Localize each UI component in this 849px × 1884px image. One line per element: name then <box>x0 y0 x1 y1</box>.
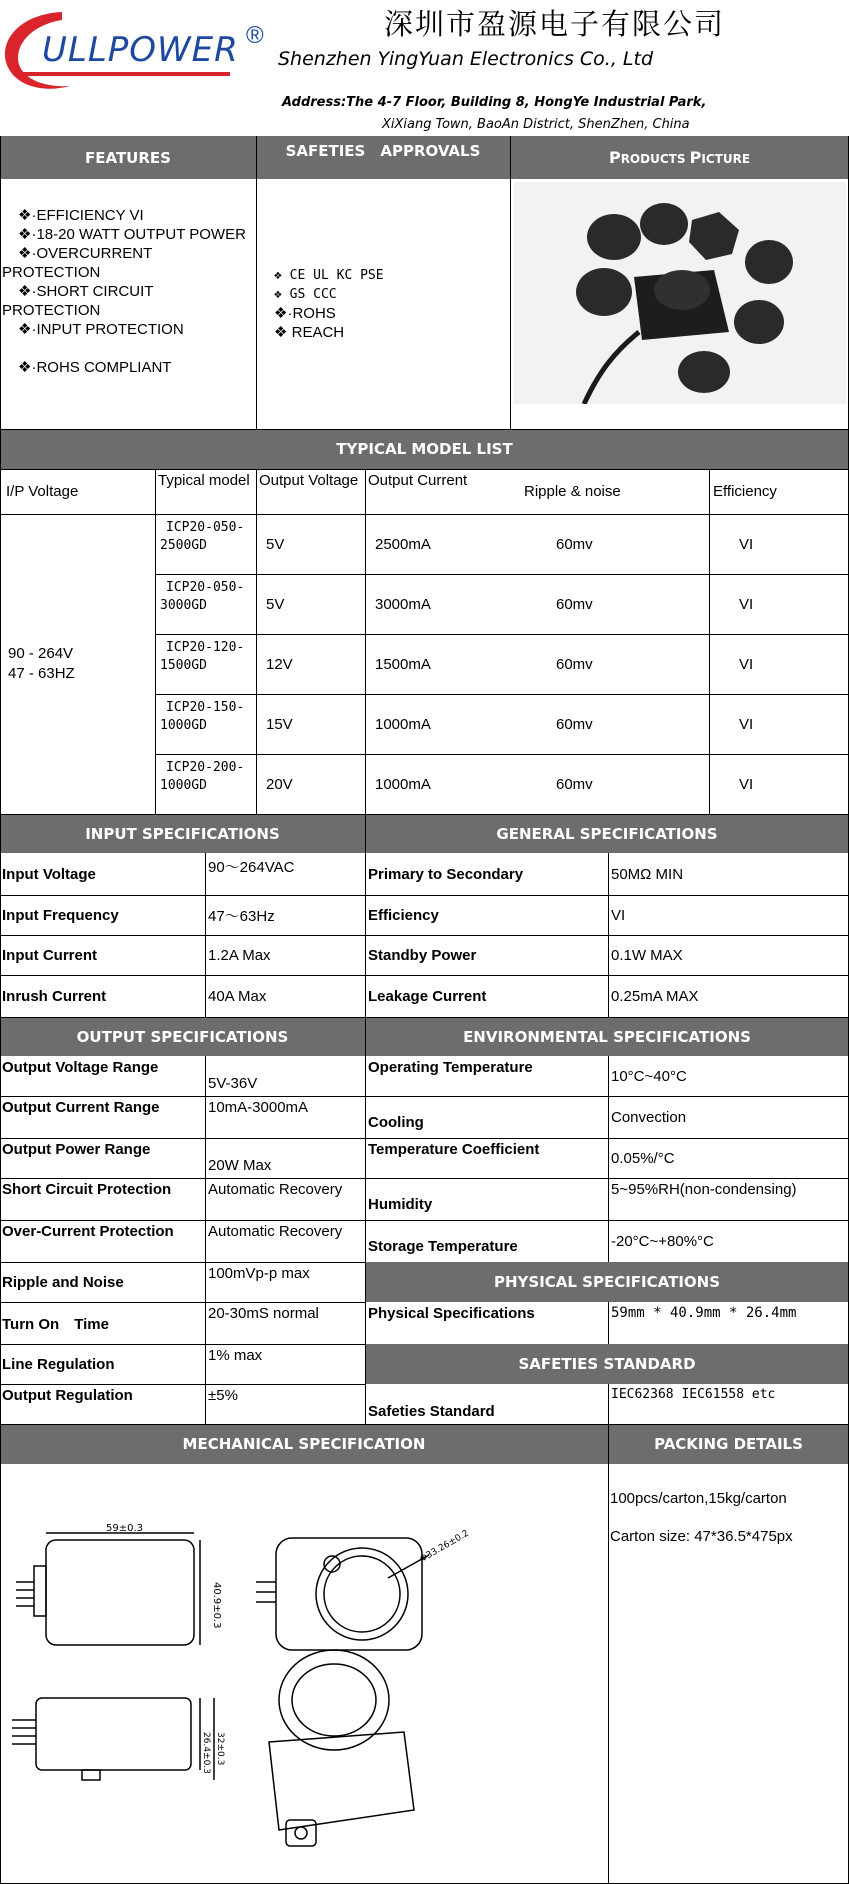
mechanical-drawing <box>4 1470 604 1870</box>
general-spec-label: Primary to Secondary <box>368 865 524 883</box>
grid-line <box>365 1096 849 1097</box>
output-spec-value: 100mVp-p max <box>208 1265 310 1282</box>
model-number-part: 1500GD <box>160 658 207 673</box>
model-number <box>160 579 244 615</box>
model-number <box>160 519 244 555</box>
grid-line <box>608 853 609 1017</box>
ripple-noise: 60mv <box>556 775 593 793</box>
grid-line <box>365 814 366 1424</box>
grid-line <box>155 574 849 575</box>
output-spec-value: 20-30mS normal <box>208 1305 319 1322</box>
safety-item: ❖·ROHS <box>274 305 336 322</box>
grid-line <box>709 469 710 814</box>
grid-line <box>256 136 257 429</box>
adapter-top-view <box>16 1533 200 1645</box>
output-spec-label: Ripple and Noise <box>2 1273 124 1291</box>
physical-specs-title: PHYSICAL SPECIFICATIONS <box>493 1273 721 1291</box>
adapter-perspective-view <box>269 1650 414 1846</box>
environmental-spec-value: Convection <box>611 1108 687 1126</box>
input-specs-title: INPUT SPECIFICATIONS <box>85 824 280 843</box>
col-header-ip-voltage: I/P Voltage <box>6 483 79 500</box>
environmental-spec-label: Operating Temperature <box>368 1059 533 1076</box>
safeties-list <box>274 266 504 342</box>
safeties-title: SAFETIES APPROVALS <box>285 142 481 160</box>
grid-line <box>365 1138 849 1139</box>
output-spec-label: Output Power Range <box>2 1141 151 1158</box>
grid-line <box>0 469 849 470</box>
input-spec-label: Input Frequency <box>2 906 119 924</box>
model-number-part: 1000GD <box>160 718 207 733</box>
grid-line <box>0 1344 365 1345</box>
grid-line <box>0 1017 849 1018</box>
input-spec-value: 90～264VAC <box>208 859 295 876</box>
logo-brand-text: ULLPOWER <box>42 30 239 70</box>
address-line-1: Address:The 4-7 Floor, Building 8, HongYe Industrial Park, <box>282 95 707 110</box>
safeties-standard-header <box>365 1344 849 1384</box>
packing-header <box>608 1424 849 1464</box>
grid-line <box>0 1302 365 1303</box>
safety-item: ❖ REACH <box>274 324 345 341</box>
environmental-spec-label: Cooling <box>368 1113 424 1131</box>
physical-specs-header <box>365 1262 849 1302</box>
col-header-output-voltage: Output Voltage <box>259 472 359 489</box>
company-chinese-name: 深圳市盈源电子有限公司 <box>384 7 726 41</box>
output-spec-label: Short Circuit Protection <box>2 1181 172 1198</box>
grid-line <box>0 1138 365 1139</box>
model-number-part: ICP20-120- <box>166 640 245 655</box>
mechanical-header <box>0 1424 608 1464</box>
output-voltage: 20V <box>266 775 293 793</box>
grid-line <box>0 1096 365 1097</box>
model-list-header <box>0 429 849 469</box>
grid-line <box>256 469 257 814</box>
output-voltage: 5V <box>266 535 285 553</box>
efficiency: VI <box>739 595 754 613</box>
output-spec-value: 5V-36V <box>208 1074 258 1092</box>
mechanical-title: MECHANICAL SPECIFICATION <box>182 1435 426 1453</box>
efficiency: VI <box>739 775 754 793</box>
model-number-part: ICP20-150- <box>166 700 245 715</box>
grid-line <box>0 935 849 936</box>
output-current: 1500mA <box>375 655 431 673</box>
ip-voltage-value <box>8 644 75 684</box>
safety-item: ❖ CE UL KC PSE <box>274 268 384 283</box>
general-spec-value: 0.1W MAX <box>611 946 683 964</box>
general-spec-label: Leakage Current <box>368 987 487 1005</box>
general-specs-header <box>365 814 849 853</box>
col-header-efficiency: Efficiency <box>713 483 777 500</box>
environmental-spec-value: 0.05%/°C <box>611 1149 675 1167</box>
grid-line <box>0 1384 365 1385</box>
safeties-header <box>256 136 510 179</box>
grid-line <box>155 469 156 814</box>
output-spec-value: ±5% <box>208 1387 238 1404</box>
model-number-part: 1000GD <box>160 778 207 793</box>
environmental-spec-value: 5~95%RH(non-condensing) <box>611 1181 797 1198</box>
input-spec-label: Input Current <box>2 946 97 964</box>
company-english-name: Shenzhen YingYuan Electronics Co., Ltd <box>278 48 654 70</box>
feature-item: ❖·INPUT PROTECTION <box>18 321 184 338</box>
ripple-noise: 60mv <box>556 595 593 613</box>
safeties-standard-title: SAFETIES STANDARD <box>518 1355 696 1373</box>
model-number-part: ICP20-050- <box>166 580 245 595</box>
model-number <box>160 699 244 735</box>
feature-item: ❖·SHORT CIRCUIT PROTECTION <box>2 283 154 319</box>
grid-line <box>0 1262 365 1263</box>
grid-line <box>205 853 206 1017</box>
general-specs-title: GENERAL SPECIFICATIONS <box>496 824 718 843</box>
packing-title: PACKING DETAILS <box>654 1435 803 1453</box>
company-logo <box>0 0 275 100</box>
grid-line <box>0 1178 365 1179</box>
safeties-standard-value: IEC62368 IEC61558 etc <box>611 1387 776 1402</box>
packing-line-1: 100pcs/carton,15kg/carton <box>610 1490 787 1507</box>
grid-line <box>0 1220 365 1221</box>
output-spec-value: 10mA-3000mA <box>208 1099 309 1116</box>
grid-line <box>0 1424 849 1425</box>
efficiency: VI <box>739 655 754 673</box>
adapter-plug-view <box>256 1538 429 1650</box>
input-spec-value: 40A Max <box>208 987 267 1005</box>
products-title: PRODUCTS PICTURE <box>608 148 751 167</box>
grid-line <box>0 895 849 896</box>
environmental-spec-value: 10°C~40°C <box>611 1067 687 1085</box>
feature-item: ❖·OVERCURRENT PROTECTION <box>2 245 153 281</box>
grid-line <box>0 514 849 515</box>
model-number-part: 2500GD <box>160 538 207 553</box>
environmental-spec-value: -20°C~+80%°C <box>611 1232 714 1250</box>
feature-item: ❖·18-20 WATT OUTPUT POWER <box>18 226 246 243</box>
ripple-noise: 60mv <box>556 715 593 733</box>
dim-height-label: 40.9±0.3 <box>211 1582 222 1629</box>
input-spec-value: 47～63Hz <box>208 907 275 925</box>
input-spec-value: 1.2A Max <box>208 946 271 964</box>
output-spec-label: Output Current Range <box>2 1099 160 1116</box>
ripple-noise: 60mv <box>556 535 593 553</box>
products-header <box>510 136 849 179</box>
grid-line <box>0 975 849 976</box>
model-list-title: TYPICAL MODEL LIST <box>336 440 513 458</box>
grid-line <box>510 136 511 429</box>
adapter-side-view <box>12 1698 214 1780</box>
address-line-2: XiXiang Town, BaoAn District, ShenZhen, China <box>382 117 690 132</box>
input-spec-label: Input Voltage <box>2 865 96 883</box>
output-spec-value: Automatic Recovery <box>208 1223 343 1240</box>
general-spec-value: 50MΩ MIN <box>611 865 684 883</box>
grid-line <box>155 754 849 755</box>
environmental-spec-label: Temperature Coefficient <box>368 1141 540 1158</box>
output-spec-value: 1% max <box>208 1347 263 1364</box>
safety-item: ❖ GS CCC <box>274 287 337 302</box>
safeties-standard-label: Safeties Standard <box>368 1402 495 1420</box>
output-specs-title: OUTPUT SPECIFICATIONS <box>76 1027 289 1046</box>
output-specs-header <box>0 1017 365 1056</box>
output-current: 3000mA <box>375 595 431 613</box>
ip-voltage-range: 90 - 264V <box>8 645 74 662</box>
product-picture <box>514 182 846 404</box>
grid-line <box>608 1302 609 1344</box>
packing-line-2: Carton size: 47*36.5*475px <box>610 1528 793 1545</box>
general-spec-label: Efficiency <box>368 906 439 924</box>
output-spec-value: Automatic Recovery <box>208 1181 343 1198</box>
output-current: 1000mA <box>375 715 431 733</box>
grid-line <box>365 1220 849 1221</box>
col-header-ripple-noise: Ripple & noise <box>524 483 621 500</box>
output-spec-label: Turn On Time <box>2 1315 109 1333</box>
col-header-typical-model: Typical model <box>158 472 250 489</box>
output-voltage: 12V <box>266 655 293 673</box>
model-number <box>160 639 244 675</box>
grid-line <box>0 429 849 430</box>
dim-diameter-label: Φ33.26±0.2 <box>418 1528 471 1565</box>
output-spec-label: Line Regulation <box>2 1355 115 1373</box>
grid-line <box>608 1384 609 1884</box>
grid-line <box>608 1056 609 1262</box>
output-spec-label: Output Regulation <box>2 1387 133 1404</box>
output-spec-value: 20W Max <box>208 1156 272 1174</box>
output-voltage: 15V <box>266 715 293 733</box>
grid-line <box>155 634 849 635</box>
features-title: FEATURES <box>85 148 171 167</box>
grid-line <box>0 814 849 815</box>
general-spec-value: 0.25mA MAX <box>611 987 699 1005</box>
model-number-part: 3000GD <box>160 598 207 613</box>
dim-total-label: 32±0.3 <box>215 1732 225 1766</box>
input-specs-header <box>0 814 365 853</box>
grid-line <box>365 469 366 814</box>
output-spec-label: Over-Current Protection <box>2 1223 174 1240</box>
efficiency: VI <box>739 535 754 553</box>
dim-thickness-label: 26.4±0.3 <box>201 1732 211 1774</box>
ripple-noise: 60mv <box>556 655 593 673</box>
features-list <box>2 206 254 377</box>
grid-line <box>205 1056 206 1424</box>
grid-line <box>155 694 849 695</box>
physical-specs-value: 59mm * 40.9mm * 26.4mm <box>611 1305 797 1321</box>
registered-mark: ® <box>246 22 264 49</box>
output-spec-label: Output Voltage Range <box>2 1059 159 1076</box>
feature-item: ❖·ROHS COMPLIANT <box>18 359 172 376</box>
physical-specs-label: Physical Specifications <box>368 1305 535 1322</box>
environmental-spec-label: Storage Temperature <box>368 1237 518 1255</box>
features-header <box>0 136 256 179</box>
environmental-specs-header <box>365 1017 849 1056</box>
general-spec-label: Standby Power <box>368 946 477 964</box>
model-number-part: ICP20-200- <box>166 760 245 775</box>
dim-width-label: 59±0.3 <box>106 1523 144 1534</box>
efficiency: VI <box>739 715 754 733</box>
ip-frequency-range: 47 - 63HZ <box>8 665 75 682</box>
environmental-spec-label: Humidity <box>368 1195 433 1213</box>
general-spec-value: VI <box>611 906 626 924</box>
environmental-specs-title: ENVIRONMENTAL SPECIFICATIONS <box>463 1027 751 1046</box>
feature-item: ❖·EFFICIENCY VI <box>18 207 144 224</box>
output-voltage: 5V <box>266 595 285 613</box>
adapter-plugs-image <box>514 182 846 404</box>
output-current: 1000mA <box>375 775 431 793</box>
model-number-part: ICP20-050- <box>166 520 245 535</box>
model-number <box>160 759 244 795</box>
output-current: 2500mA <box>375 535 431 553</box>
input-spec-label: Inrush Current <box>2 987 107 1005</box>
grid-line <box>365 1178 849 1179</box>
grid-line <box>0 136 1 1884</box>
col-header-output-current: Output Current <box>368 472 468 489</box>
